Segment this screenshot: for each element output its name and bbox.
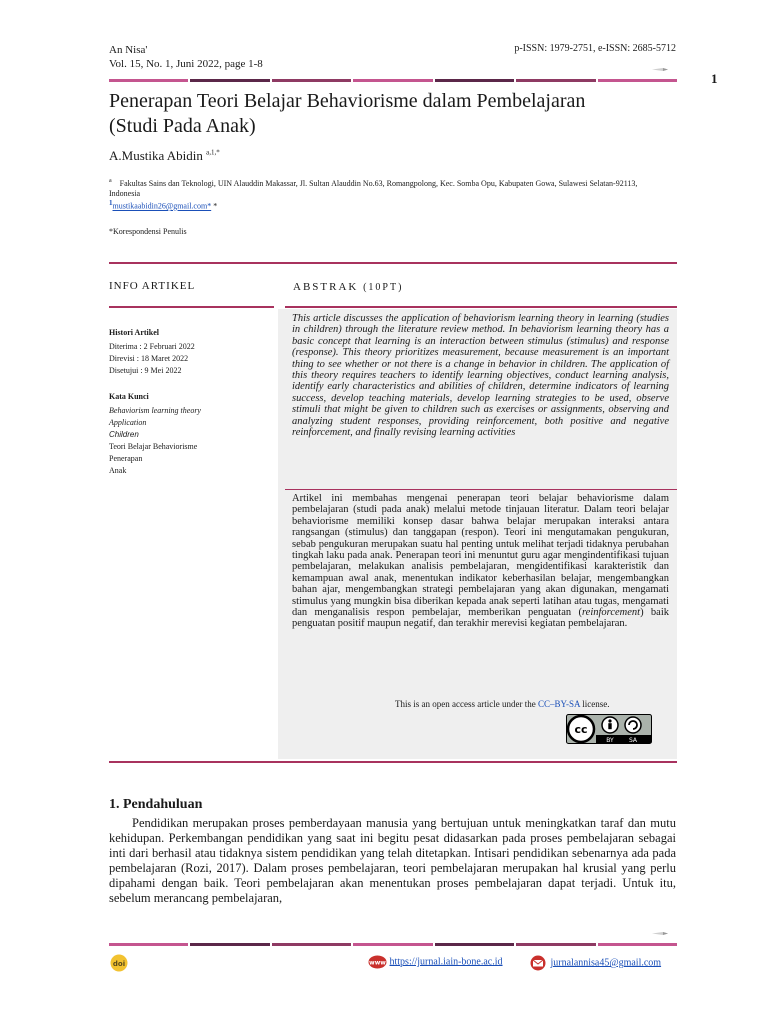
footer-divider xyxy=(109,943,677,946)
pen-icon xyxy=(651,67,669,72)
author-email: $^1$mustikaabidin26@gmail.com* * xyxy=(109,199,218,211)
abstract-separator xyxy=(285,489,677,490)
keyword: Behaviorism learning theory xyxy=(109,406,201,415)
journal-issn: p-ISSN: 1979-2751, e-ISSN: 2685-5712 xyxy=(514,43,676,54)
header-divider xyxy=(109,79,677,82)
svg-text:www: www xyxy=(369,959,386,967)
abstract-heading: ABSTRAK (10PT) xyxy=(293,281,404,293)
author-superscript: a,1,* xyxy=(206,148,220,157)
cc-sa-label: SA xyxy=(628,737,638,744)
date-received: Diterima : 2 Februari 2022 xyxy=(109,342,195,351)
cc-by-label: BY xyxy=(606,737,614,744)
body-paragraph: Pendidikan merupakan proses pemberdayaan manusia yang bertujuan untuk meningkatkan taraf dan mutu kehidupan. Perkembangan pendidikan yang saat ini begitu pesat didasarkan pada proses pembelajaran sebagai inti dari berhasil atau tidaknya sistem pendidikan yang telah ditetapkan. Intisari pendidikan sebenarnya ada pada pembelajaran (Rozi, 2017). Dalam proses pembelajaran, teori pembelajaran merupakan hal krusial yang perlu dipahami dengan baik. Teori pembelajaran akan menentukan proses pembelajaran dapat terjadi. Untuk itu, sebelum merancang pembelajaran, xyxy=(109,816,676,905)
page-number: 1 xyxy=(711,71,718,86)
email-link[interactable] xyxy=(528,955,661,971)
keyword: Teori Belajar Behaviorisme xyxy=(109,442,198,451)
section-heading: 1. Pendahuluan xyxy=(109,797,203,812)
keyword: Application xyxy=(109,418,147,427)
author-name: A.Mustika Abidin $^{a,1,*}$ xyxy=(109,148,220,163)
keyword: Penerapan xyxy=(109,454,143,463)
svg-text:cc: cc xyxy=(574,723,588,736)
keyword: Children xyxy=(109,430,139,439)
doi-icon[interactable] xyxy=(109,954,129,972)
abstract-english: This article discusses the application of behaviorism learning theory in learning (studies in children) through the literature review method. In behaviorism learning theory has a basic concept that learning is an interaction between stimulus (stimulus) and response (response). This theory prioritizes measurement, because measurement is an important thing to see whether or not there is a change in behavior in children. The application of this theory requires teachers to identify learning objectives, conduct learning analysis, identify early characteristics and abilities of children, determine indicators of learning success, develop teaching materials, develop learning strategies to be used, observe stimuli that might be given to children such as exercises or assignments, observing and analyzing student responses, providing reinforcement, both positive and negative reinforcement, and finally revising learning activities xyxy=(292,313,669,439)
author-email-link[interactable]: mustikaabidin26@gmail.com* xyxy=(112,201,212,211)
info-artikel-heading: INFO ARTIKEL xyxy=(109,280,196,292)
cc-by-sa-badge-icon[interactable] xyxy=(566,714,652,744)
section-divider-bottom xyxy=(109,761,677,763)
svg-text:doi: doi xyxy=(112,960,126,968)
affiliation: $^a$ Fakultas Sains dan Teknologi, UIN Alauddin Makassar, Jl. Sultan Alauddin No.63, Romangpolong, Kec. Somba Opu, Kabupaten Gowa, Sulawesi Selatan-92113, Indonesia xyxy=(109,178,638,198)
date-revised: Direvisi : 18 Maret 2022 xyxy=(109,354,189,363)
abstract-indonesian: Artikel ini membahas mengenai penerapan teori belajar behaviorisme dalam pembelajaran (studi pada anak) melalui metode tinjauan literatur. Dalam teori belajar behaviorisme memiliki konsep dasar bahwa belajar merupakan interaksi antara rangsangan (stimulus) dan tanggapan (respon). Teori ini mengutamakan pengukuran, sebab pengukuran merupakan suatu hal penting untuk melihat terjadi tidaknya perubahan tingkah laku pada anak. Penerapan teori ini menuntut guru agar mengindentifikasi tujuan pembelajaran, melakukan analisis pembelajaran, mengidentifikasi karakteristik dan kemampuan awal anak, menentukan indikator keberhasilan belajar, mengembangkan bahan ajar, mengembangkan strategi pembelajaran yang akan digunakan, mengamati stimulus yang mungkin bisa diberikan kepada anak seperti latihan atau tugas, mengamati dan menganalisis respon pembelajar, memberikan penguatan (reinforcement) baik penguatan positif maupun negatif, dan terakhir merevisi kegiatan pembelajaran. xyxy=(292,493,670,630)
footer-email[interactable]: jurnalannisa45@gmail.com xyxy=(550,957,662,969)
keywords-heading: Kata Kunci xyxy=(109,392,149,401)
history-heading: Histori Artikel xyxy=(109,328,159,337)
globe-icon xyxy=(368,955,387,969)
keyword: Anak xyxy=(109,466,127,475)
section-divider-top xyxy=(109,262,677,264)
open-access-note: This is an open access article under the CC–BY-SA license. xyxy=(395,699,610,709)
abstract-divider xyxy=(285,306,677,308)
article-title: Penerapan Teori Belajar Behaviorisme dalam Pembelajaran (Studi Pada Anak) xyxy=(109,90,586,137)
article-info xyxy=(109,327,274,477)
journal-name: An Nisa' xyxy=(109,44,148,56)
pen-icon xyxy=(651,931,669,936)
website-link[interactable] xyxy=(368,955,503,969)
mail-icon xyxy=(528,955,548,971)
license-link[interactable]: CC–BY-SA xyxy=(537,699,580,709)
info-divider xyxy=(109,306,274,308)
website-url[interactable]: https://jurnal.iain-bone.ac.id xyxy=(389,956,503,968)
date-approved: Disetujui : 9 Mei 2022 xyxy=(109,366,182,375)
journal-header xyxy=(109,43,263,71)
journal-volume: Vol. 15, No. 1, Juni 2022, page 1-8 xyxy=(109,58,263,70)
correspondence-note: *Korespondensi Penulis xyxy=(109,227,187,236)
